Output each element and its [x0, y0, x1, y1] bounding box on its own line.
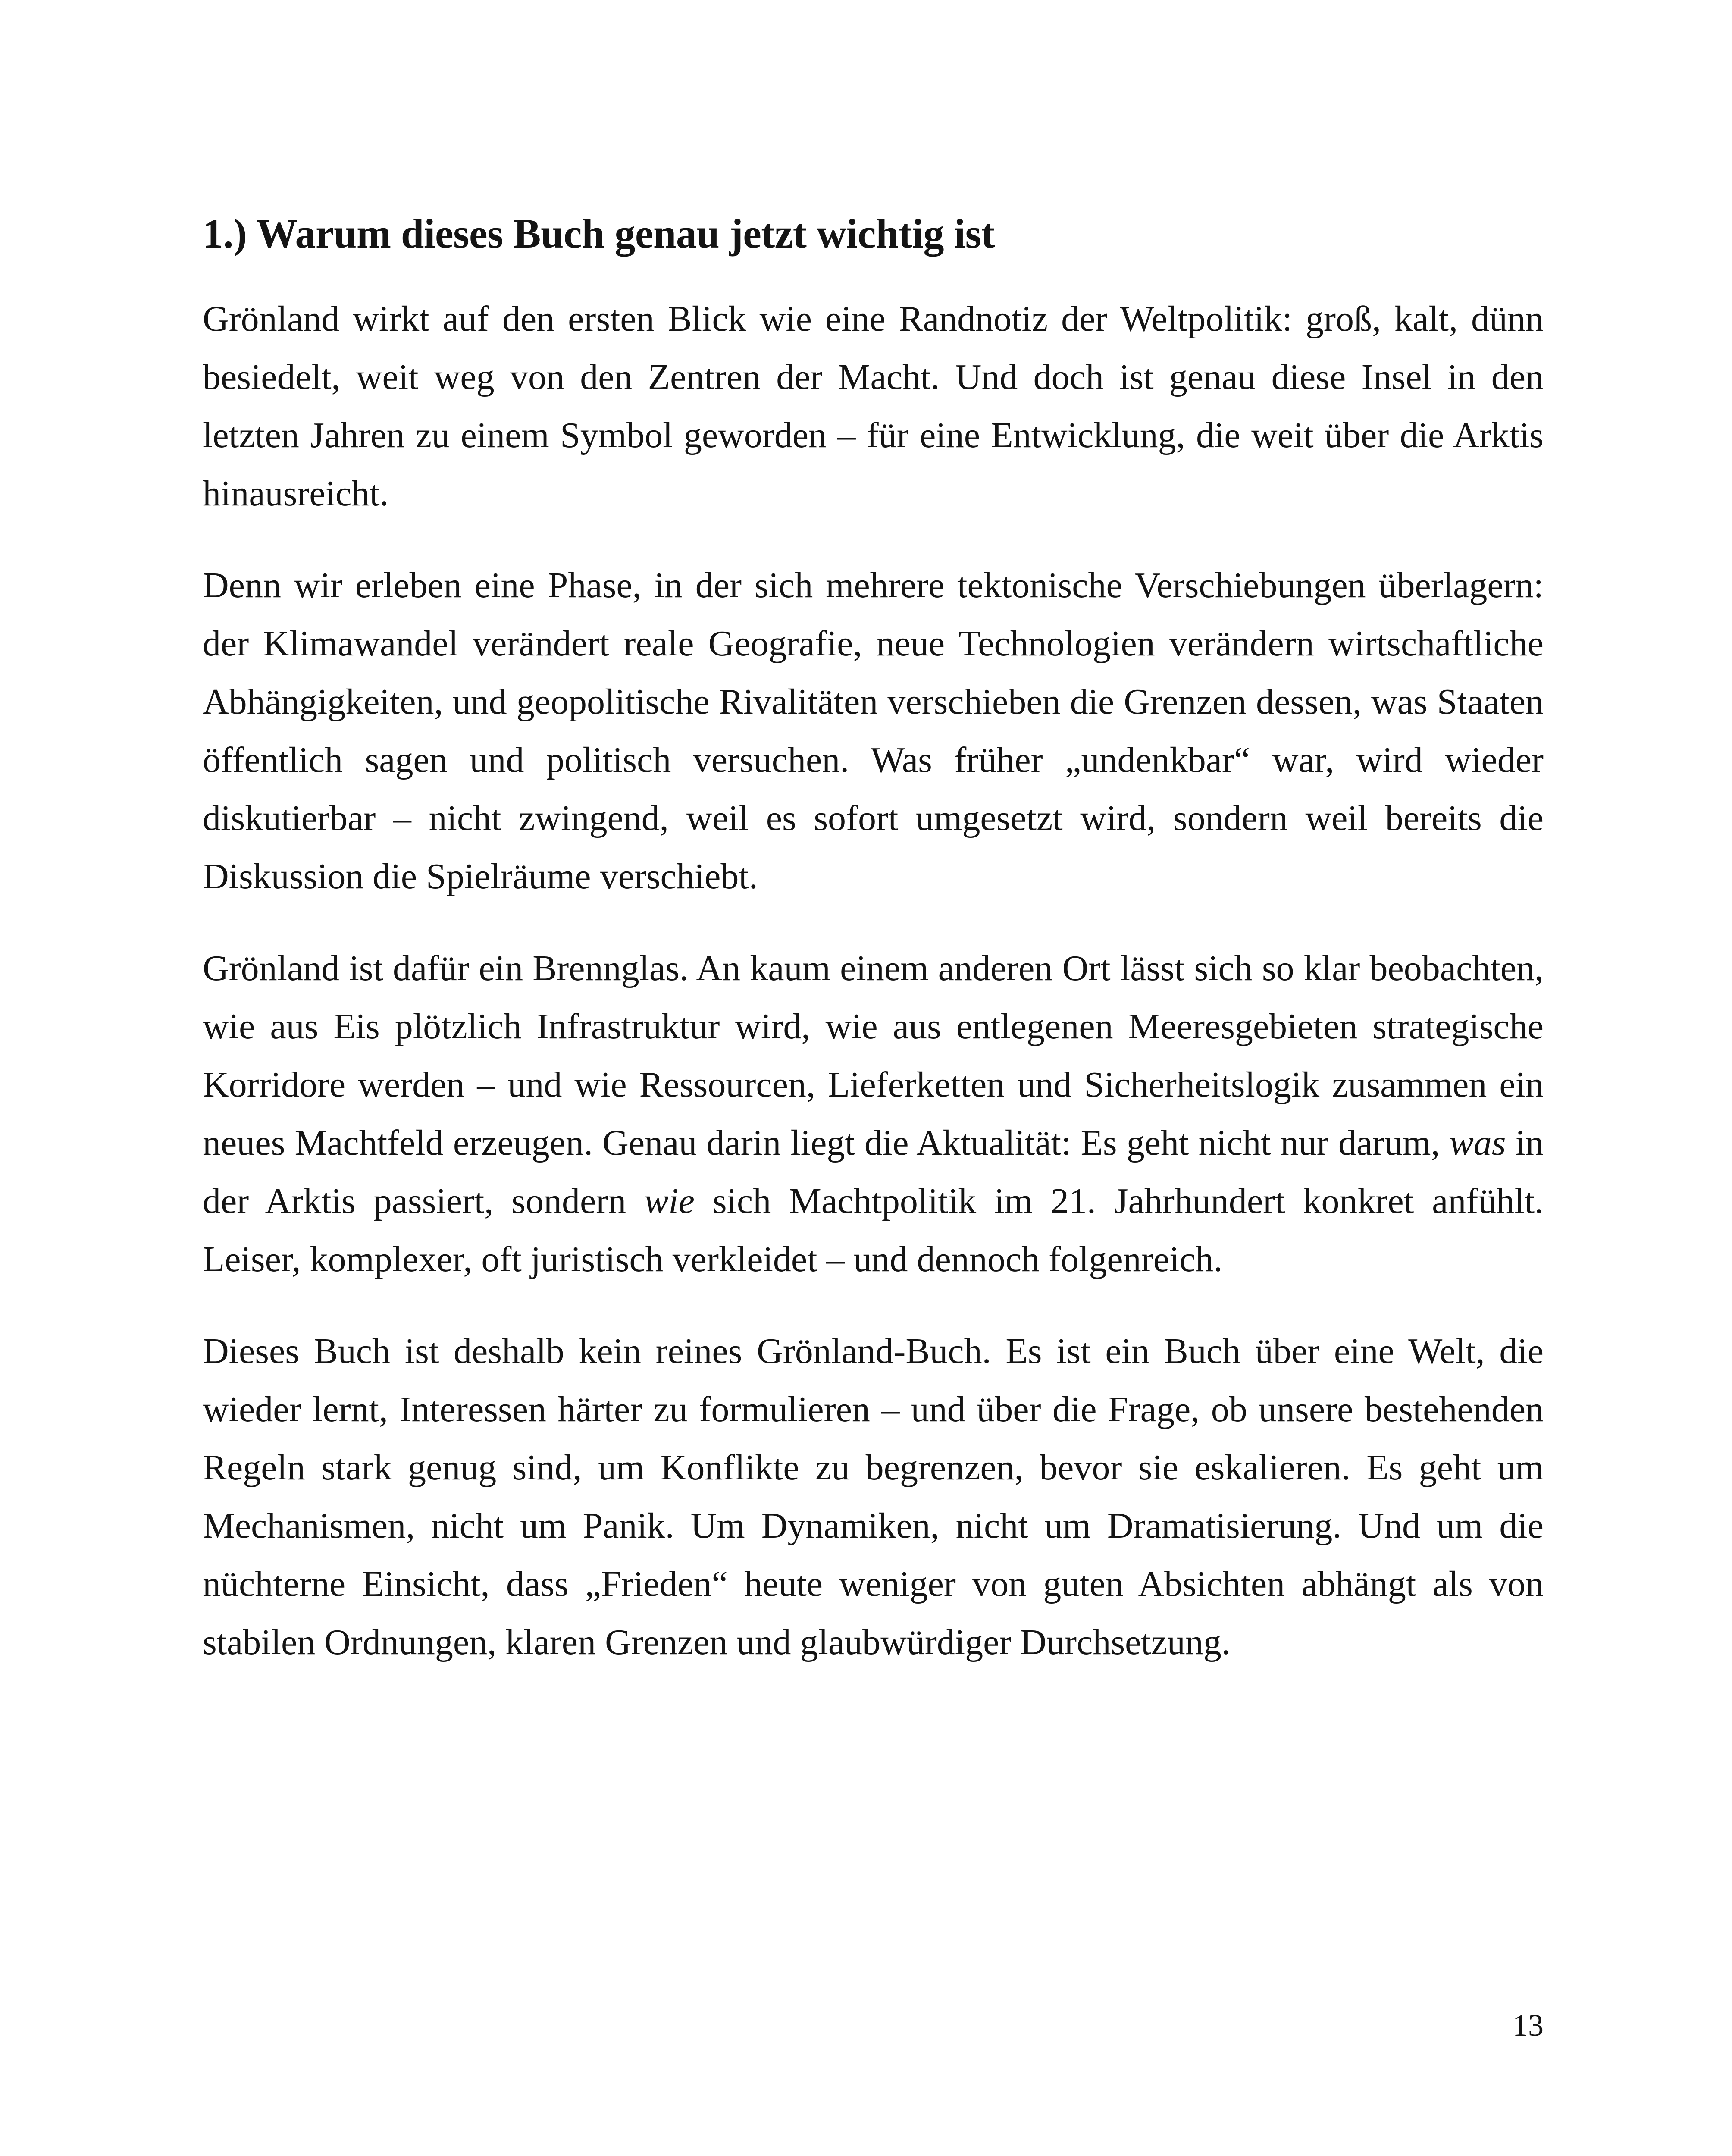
chapter-heading: 1.) Warum dieses Buch genau jetzt wichtig ist [203, 210, 995, 257]
page-content [203, 199, 1544, 1671]
paragraph-2: Denn wir erleben eine Phase, in der sich mehrere tektonische Verschiebungen überlagern: der Klimawandel verändert reale Geografie, neue Technologien verändern wirtschaftliche Abhängigkeiten, und geopolitische Rivalitäten verschieben die Grenzen dessen, was Staaten öffentlich sagen und politisch versuchen. Was früher „undenkbar“ war, wird wieder diskutierbar – nicht zwingend, weil es sofort umgesetzt wird, sondern weil bereits die Diskussion die Spielräume verschiebt. [203, 565, 1544, 896]
paragraph-3 [203, 939, 1544, 1288]
paragraph-3-text-part-2: in der Arktis passiert, sondern [203, 1123, 1544, 1221]
page-number: 13 [1513, 2008, 1544, 2043]
emphasis-wie: wie [644, 1181, 695, 1221]
paragraph-3-text-part-1: Grönland ist dafür ein Brennglas. An kaum einem anderen Ort lässt sich so klar beobachten, wie aus Eis plötzlich Infrastruktur wird, wie aus entlegenen Meeresgebieten strategische Korridore werden – und wie Ressourcen, Lieferketten und Sicherheitslogik zusammen ein neues Machtfeld erzeugen. Genau darin liegt die Aktualität: Es geht nicht nur darum, [203, 948, 1544, 1163]
emphasis-was: was [1449, 1123, 1506, 1163]
paragraph-3-text-part-3: sich Machtpolitik im 21. Jahrhundert konkret anfühlt. Leiser, komplexer, oft juristisch verkleidet – und dennoch folgenreich. [203, 1181, 1544, 1279]
paragraph-1: Grönland wirkt auf den ersten Blick wie eine Randnotiz der Weltpolitik: groß, kalt, dünn besiedelt, weit weg von den Zentren der Macht. Und doch ist genau diese Insel in den letzten Jahren zu einem Symbol geworden – für eine Entwicklung, die weit über die Arktis hinausreicht. [203, 299, 1544, 514]
paragraph-4: Dieses Buch ist deshalb kein reines Grönland-Buch. Es ist ein Buch über eine Welt, die wieder lernt, Interessen härter zu formulieren – und über die Frage, ob unsere bestehenden Regeln stark genug sind, um Konflikte zu begrenzen, bevor sie eskalieren. Es geht um Mechanismen, nicht um Panik. Um Dynamiken, nicht um Dramatisierung. Und um die nüchterne Einsicht, dass „Frieden“ heute weniger von guten Absichten abhängt als von stabilen Ordnungen, klaren Grenzen und glaubwürdiger Durchsetzung. [203, 1331, 1544, 1662]
